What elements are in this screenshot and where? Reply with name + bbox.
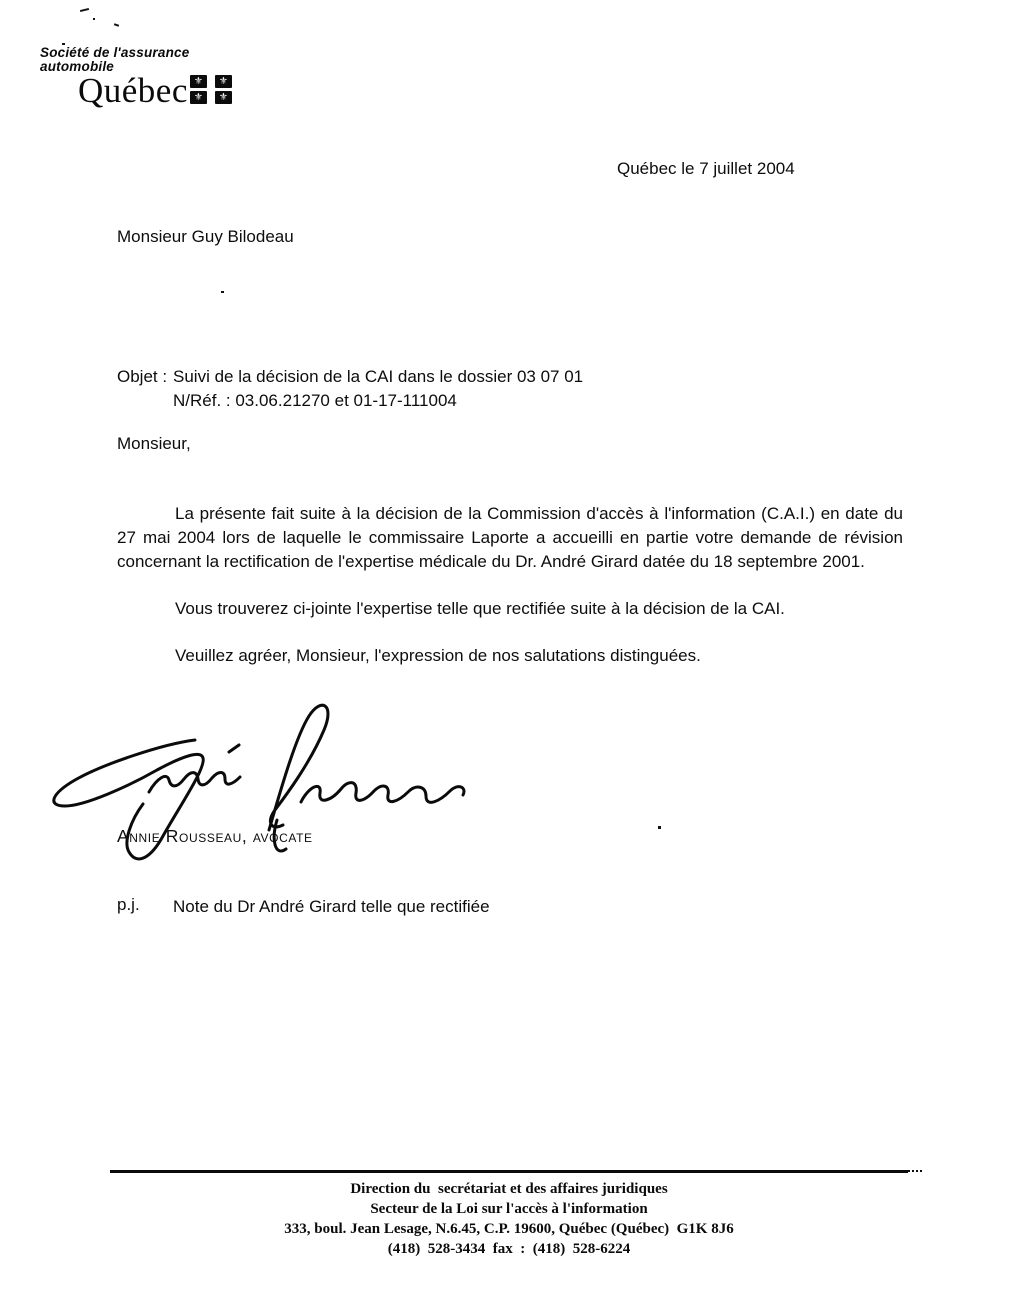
- quebec-flags-logo: [190, 75, 232, 104]
- dateline: Québec le 7 juillet 2004: [617, 159, 795, 178]
- fleur-de-lis-icon: ⚜: [190, 75, 207, 88]
- org-name-line2: automobile: [40, 59, 115, 74]
- fleur-de-lis-icon: ⚜: [215, 75, 232, 88]
- subject-line1: Suivi de la décision de la CAI dans le dossier 03 07 01: [173, 367, 584, 386]
- fleur-de-lis-icon: ⚜: [190, 91, 207, 104]
- enclosure-text: Note du Dr André Girard telle que rectifiée: [173, 897, 490, 916]
- org-name: [40, 46, 189, 74]
- saaq-letterhead: [40, 45, 228, 110]
- fleur-de-lis-icon: ⚜: [215, 91, 232, 104]
- footer-address: 333, boul. Jean Lesage, N.6.45, C.P. 19600, Québec (Québec) G1K 8J6: [284, 1221, 734, 1237]
- subject-block: [117, 365, 583, 413]
- footer-rule: [110, 1170, 908, 1173]
- enclosure-block: [117, 895, 490, 919]
- quebec-wordmark: Québec: [78, 71, 188, 110]
- org-name-line1: Société de l'assurance: [40, 45, 190, 60]
- footer-secteur: Secteur de la Loi sur l'accès à l'information: [370, 1201, 648, 1217]
- subject-label: Objet :: [117, 367, 168, 386]
- body-paragraph-2: Vous trouverez ci-jointe l'expertise telle que rectifiée suite à la décision de la CAI.: [175, 599, 785, 618]
- subject-reference-line: N/Réf. : 03.06.21270 et 01-17-111004: [173, 391, 457, 410]
- salutation: Monsieur,: [117, 434, 191, 453]
- letter-body: [117, 502, 903, 668]
- footer-address-block: [110, 1179, 908, 1259]
- recipient-name: Monsieur Guy Bilodeau: [117, 227, 294, 246]
- scan-artifact: [114, 23, 119, 27]
- scan-artifact: [62, 43, 65, 45]
- body-paragraph-1: La présente fait suite à la décision de la Commission d'accès à l'information (C.A.I.) en date du 27 mai 2004 lors de laquelle le commissaire Laporte a accueilli en partie votre demande de révision concernant la rectification de l'expertise médicale du Dr. André Girard datée du 18 septembre 2001.: [117, 504, 903, 571]
- scan-artifact: [80, 8, 89, 12]
- signer-name-title: Annie Rousseau, avocate: [117, 826, 313, 846]
- scan-artifact: [658, 826, 661, 829]
- scan-artifact: [221, 291, 224, 293]
- enclosure-label: p.j.: [117, 895, 140, 914]
- body-paragraph-3: Veuillez agréer, Monsieur, l'expression de nos salutations distinguées.: [175, 646, 701, 665]
- footer-direction: Direction du secrétariat et des affaires juridiques: [350, 1181, 668, 1197]
- footer-phone-fax: (418) 528-3434 fax : (418) 528-6224: [387, 1241, 631, 1257]
- scan-artifact: [93, 18, 95, 20]
